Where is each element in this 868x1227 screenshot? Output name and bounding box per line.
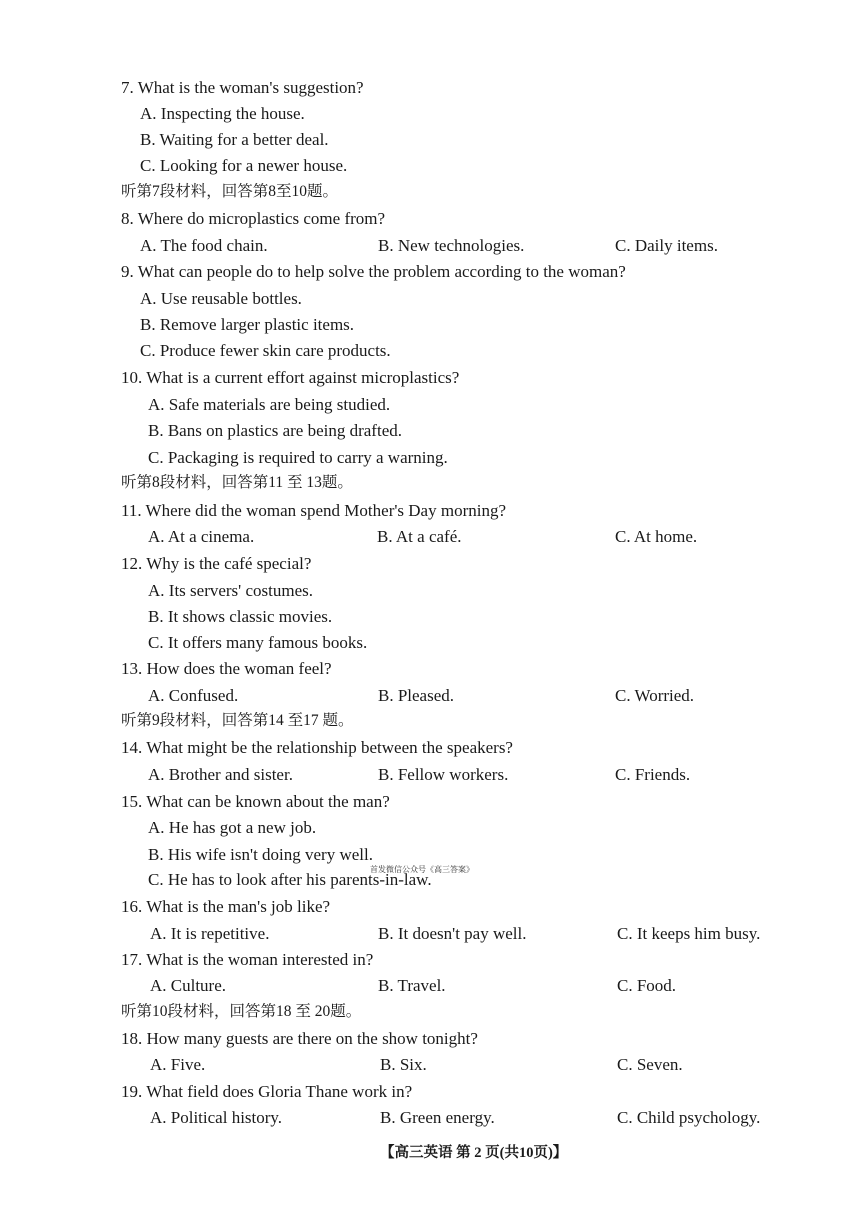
option-c: C. He has to look after his parents-in-law. xyxy=(148,870,432,889)
question-13: 13. How does the woman feel? xyxy=(121,659,332,678)
section-heading: 听第10段材料，回答第18 至 20题。 xyxy=(121,1003,362,1020)
option-a: A. Inspecting the house. xyxy=(140,104,305,123)
option-c: C. Packaging is required to carry a warning. xyxy=(148,448,448,467)
option-c: C. Seven. xyxy=(617,1055,683,1074)
option-a: A. He has got a new job. xyxy=(148,818,317,837)
section-heading: 听第9段材料，回答第14 至17 题。 xyxy=(121,712,354,729)
option-c: C. Friends. xyxy=(615,765,691,784)
option-b: B. It doesn't pay well. xyxy=(378,924,527,943)
option-c: C. It keeps him busy. xyxy=(617,924,761,943)
question-15: 15. What can be known about the man? xyxy=(121,792,390,811)
watermark: 首发微信公众号《高三答案》 xyxy=(370,865,474,874)
option-c: C. It offers many famous books. xyxy=(148,633,368,652)
section-heading: 听第7段材料，回答第8至10题。 xyxy=(121,183,339,200)
option-a: A. Safe materials are being studied. xyxy=(148,395,391,414)
option-b: B. Fellow workers. xyxy=(378,765,509,784)
question-14: 14. What might be the relationship between the speakers? xyxy=(121,738,513,757)
option-b: B. Green energy. xyxy=(380,1108,495,1127)
question-18: 18. How many guests are there on the show tonight? xyxy=(121,1029,478,1048)
section-heading: 听第8段材料，回答第11 至 13题。 xyxy=(121,474,353,491)
question-17: 17. What is the woman interested in? xyxy=(121,950,374,969)
question-9: 9. What can people do to help solve the problem according to the woman? xyxy=(121,262,626,281)
question-7: 7. What is the woman's suggestion? xyxy=(121,78,364,97)
option-b: B. At a café. xyxy=(377,527,462,546)
option-a: A. Use reusable bottles. xyxy=(140,289,302,308)
question-8: 8. Where do microplastics come from? xyxy=(121,209,386,228)
question-10: 10. What is a current effort against microplastics? xyxy=(121,368,460,387)
option-a: A. At a cinema. xyxy=(148,527,255,546)
option-a: A. Culture. xyxy=(150,976,227,995)
option-a: A. The food chain. xyxy=(140,236,268,255)
option-c: C. At home. xyxy=(615,527,698,546)
option-b: B. New technologies. xyxy=(378,236,525,255)
option-b: B. Pleased. xyxy=(378,686,455,705)
option-c: C. Child psychology. xyxy=(617,1108,761,1127)
question-11: 11. Where did the woman spend Mother's Day morning? xyxy=(121,501,507,520)
question-19: 19. What field does Gloria Thane work in? xyxy=(121,1082,413,1101)
option-c: C. Food. xyxy=(617,976,677,995)
option-c: C. Worried. xyxy=(615,686,695,705)
option-b: B. His wife isn't doing very well. xyxy=(148,845,373,864)
option-c: C. Produce fewer skin care products. xyxy=(140,341,391,360)
option-a: A. Five. xyxy=(150,1055,206,1074)
option-a: A. Confused. xyxy=(148,686,239,705)
option-c: C. Daily items. xyxy=(615,236,718,255)
option-a: A. It is repetitive. xyxy=(150,924,270,943)
page-footer: 【高三英语 第 2 页(共10页)】 xyxy=(380,1145,568,1161)
option-b: B. Waiting for a better deal. xyxy=(140,130,329,149)
question-12: 12. Why is the café special? xyxy=(121,554,312,573)
option-a: A. Brother and sister. xyxy=(148,765,293,784)
option-a: A. Its servers' costumes. xyxy=(148,581,314,600)
option-c: C. Looking for a newer house. xyxy=(140,156,348,175)
option-b: B. Travel. xyxy=(378,976,446,995)
option-b: B. It shows classic movies. xyxy=(148,607,333,626)
option-b: B. Six. xyxy=(380,1055,427,1074)
option-b: B. Remove larger plastic items. xyxy=(140,315,355,334)
question-16: 16. What is the man's job like? xyxy=(121,897,331,916)
option-a: A. Political history. xyxy=(150,1108,283,1127)
option-b: B. Bans on plastics are being drafted. xyxy=(148,421,402,440)
